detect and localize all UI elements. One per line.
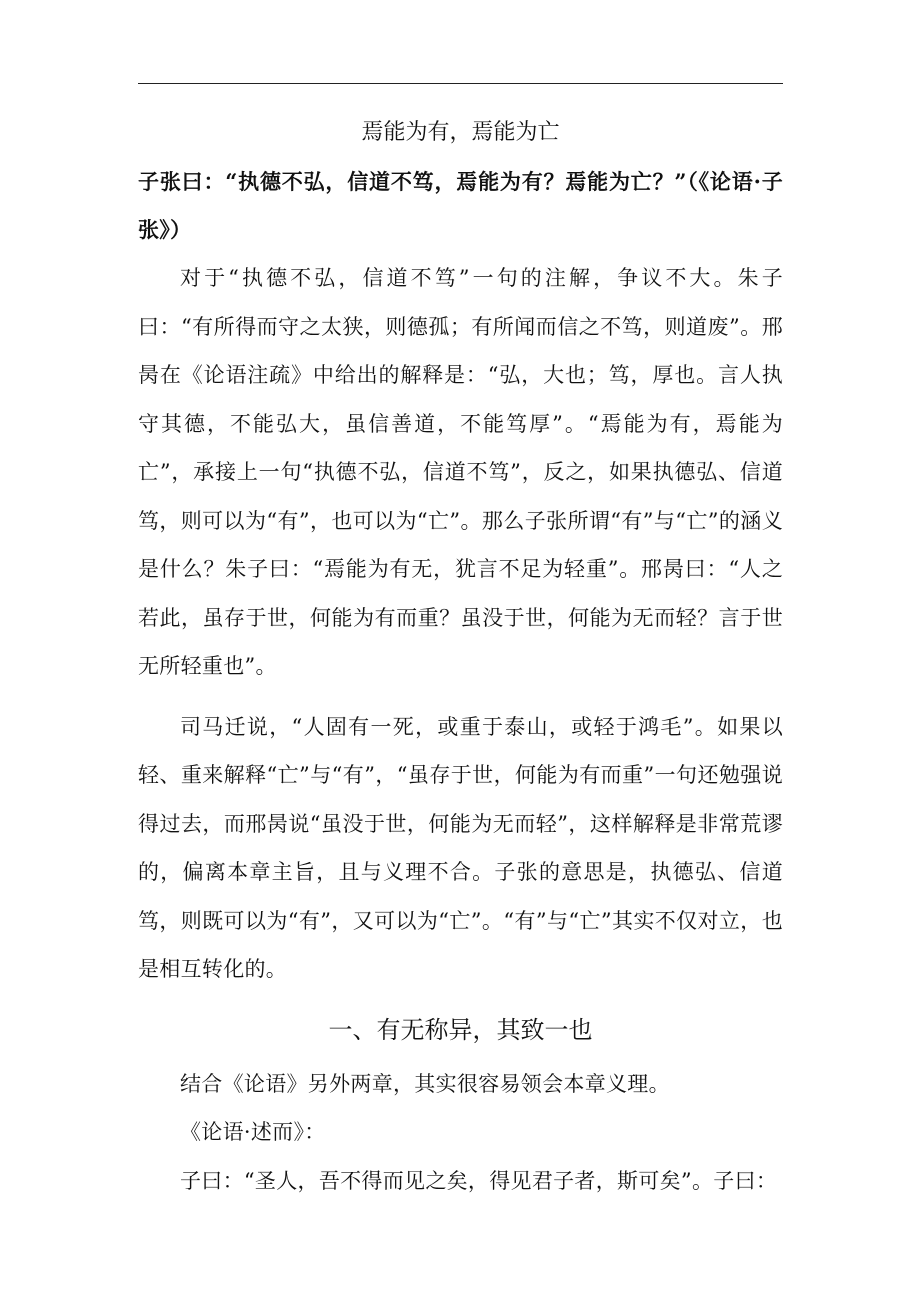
header-rule xyxy=(138,83,783,84)
section-heading: 一、有无称异，其致一也 xyxy=(328,1015,593,1044)
section-paragraph-3: 子曰：“圣人，吾不得而见之矣，得见君子者，斯可矣”。子曰： xyxy=(180,1168,778,1193)
document-body xyxy=(138,108,783,1205)
section-paragraph-1: 结合《论语》另外两章，其实很容易领会本章义理。 xyxy=(180,1071,670,1096)
epigraph-quote: 子张曰：“执德不弘，信道不笃，焉能为有？焉能为亡？”（《论语·子张》） xyxy=(138,169,783,242)
paragraph-2: 司马迁说，“人固有一死，或重于泰山，或轻于鸿毛”。如果以轻、重来解释“亡”与“有”，“虽存于世，何能为有而重”一句还勉强说得过去，而邢昺说“虽没于世，何能为无而轻”，这样解释是非常荒谬的，偏离本章主旨，且与义理不合。子张的意思是，执德弘、信道笃，则既可以为“有”，又可以为“亡”。“有”与“亡”其实不仅对立，也是相互转化的。 xyxy=(138,714,783,981)
section-paragraph-2: 《论语·述而》： xyxy=(180,1120,326,1144)
document-title: 焉能为有，焉能为亡 xyxy=(361,120,560,145)
paragraph-1: 对于“执德不弘，信道不笃”一句的注解，争议不大。朱子曰：“有所得而守之太狭，则德孤；有所闻而信之不笃，则道废”。邢昺在《论语注疏》中给出的解释是：“弘，大也；笃，厚也。言人执守其德，不能弘大，虽信善道，不能笃厚”。“焉能为有，焉能为亡”，承接上一句“执德不弘，信道不笃”，反之，如果执德弘、信道笃，则可以为“有”，也可以为“亡”。那么子张所谓“有”与“亡”的涵义是什么？朱子曰：“焉能为有无，犹言不足为轻重”。邢昺曰：“人之若此，虽存于世，何能为有而重？虽没于世，何能为无而轻？言于世无所轻重也”。 xyxy=(138,266,783,678)
